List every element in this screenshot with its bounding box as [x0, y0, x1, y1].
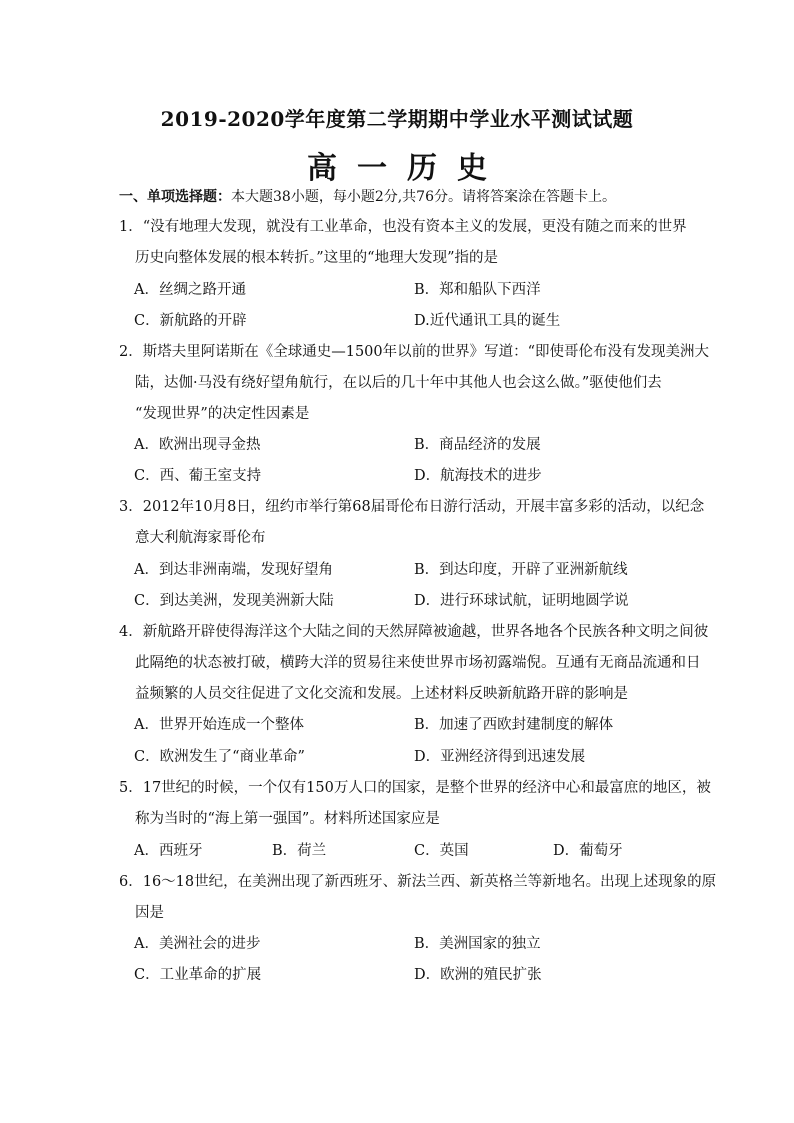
question-text: 2012年10月8日，纽约市举行第68届哥伦布日游行活动，开展丰富多彩的活动，以纪念 [142, 499, 705, 515]
question-1-line-1 [119, 218, 687, 236]
question-5-line-2: 称为当时的“海上第一强国”。材料所述国家应是 [135, 811, 440, 827]
question-1-line-2: 历史向整体发展的根本转折。”这里的“地理大发现”指的是 [135, 250, 498, 266]
question-4-line-3: 益频繁的人员交往促进了文化交流和发展。上述材料反映新航路开辟的影响是 [135, 686, 628, 702]
question-2-option-a: A．欧洲出现寻金热 [134, 437, 261, 453]
question-number: 6． [119, 874, 143, 890]
question-1-option-b: B．郑和船队下西洋 [414, 282, 541, 298]
question-4-line-2: 此隔绝的状态被打破，横跨大洋的贸易往来使世界市场初露端倪。互通有无商品流通和日 [135, 655, 701, 671]
section-label: 一、单项选择题： [119, 189, 231, 205]
question-2-option-d: D．航海技术的进步 [414, 468, 542, 484]
question-text: “没有地理大发现，就没有工业革命，也没有资本主义的发展，更没有随之而来的世界 [142, 219, 687, 235]
question-1-option-c: C．新航路的开辟 [134, 313, 247, 329]
question-2-line-2: 陆，达伽·马没有绕好望角航行，在以后的几十年中其他人也会这么做。”驱使他们去 [135, 375, 662, 391]
question-5-option-d: D．葡萄牙 [553, 843, 623, 859]
question-5-line-1 [119, 779, 711, 797]
exam-title: 2019-2020学年度第二学期期中学业水平测试试题 [160, 107, 634, 131]
question-3-line-2: 意大利航海家哥伦布 [135, 530, 266, 546]
section-heading [119, 186, 699, 206]
question-text: 17世纪的时候，一个仅有150万人口的国家，是整个世界的经济中心和最富庶的地区，被 [142, 780, 711, 796]
question-4-option-d: D．亚洲经济得到迅速发展 [414, 749, 586, 765]
question-number: 4． [119, 624, 143, 640]
question-6-option-b: B．美洲国家的独立 [414, 936, 541, 952]
question-6-line-1 [119, 873, 716, 891]
question-6-option-c: C．工业革命的扩展 [134, 967, 262, 983]
question-6-line-2: 因是 [135, 905, 164, 921]
question-4-line-1 [119, 623, 708, 641]
question-5-option-a: A．西班牙 [134, 843, 203, 859]
question-4-option-c: C．欧洲发生了“商业革命” [134, 749, 305, 765]
question-5-option-c: C．英国 [414, 843, 469, 859]
question-number: 5． [119, 780, 143, 796]
question-6-option-a: A．美洲社会的进步 [134, 936, 261, 952]
question-3-option-a: A．到达非洲南端，发现好望角 [134, 562, 333, 578]
question-3-option-b: B．到达印度，开辟了亚洲新航线 [414, 562, 628, 578]
question-text: 斯塔夫里阿诺斯在《全球通史—1500年以前的世界》写道：“即使哥伦布没有发现美洲大 [142, 344, 710, 360]
subject-title: 高一历史 [307, 151, 507, 186]
question-6-option-d: D．欧洲的殖民扩张 [414, 967, 542, 983]
question-3-line-1 [119, 498, 704, 516]
section-instructions: 本大题38小题，每小题2分,共76分。请将答案涂在答题卡上。 [231, 189, 616, 205]
question-3-option-c: C．到达美洲，发现美洲新大陆 [134, 593, 334, 609]
question-2-line-1 [119, 343, 709, 361]
question-3-option-d: D．进行环球试航，证明地圆学说 [414, 593, 629, 609]
question-4-option-a: A．世界开始连成一个整体 [134, 717, 304, 733]
question-4-option-b: B．加速了西欧封建制度的解体 [414, 717, 614, 733]
question-1-option-a: A．丝绸之路开通 [134, 282, 246, 298]
question-text: 16～18世纪，在美洲出现了新西班牙、新法兰西、新英格兰等新地名。出现上述现象的原 [142, 874, 717, 890]
question-2-option-b: B．商品经济的发展 [414, 437, 541, 453]
question-number: 2． [119, 344, 143, 360]
question-2-line-3: “发现世界”的决定性因素是 [135, 406, 310, 422]
question-text: 新航路开辟使得海洋这个大陆之间的天然屏障被逾越，世界各地各个民族各种文明之间彼 [142, 624, 709, 640]
question-number: 1． [119, 219, 143, 235]
question-1-option-d: D.近代通讯工具的诞生 [414, 313, 561, 329]
question-number: 3． [119, 499, 143, 515]
question-5-option-b: B．荷兰 [272, 843, 327, 859]
question-2-option-c: C．西、葡王室支持 [134, 468, 262, 484]
